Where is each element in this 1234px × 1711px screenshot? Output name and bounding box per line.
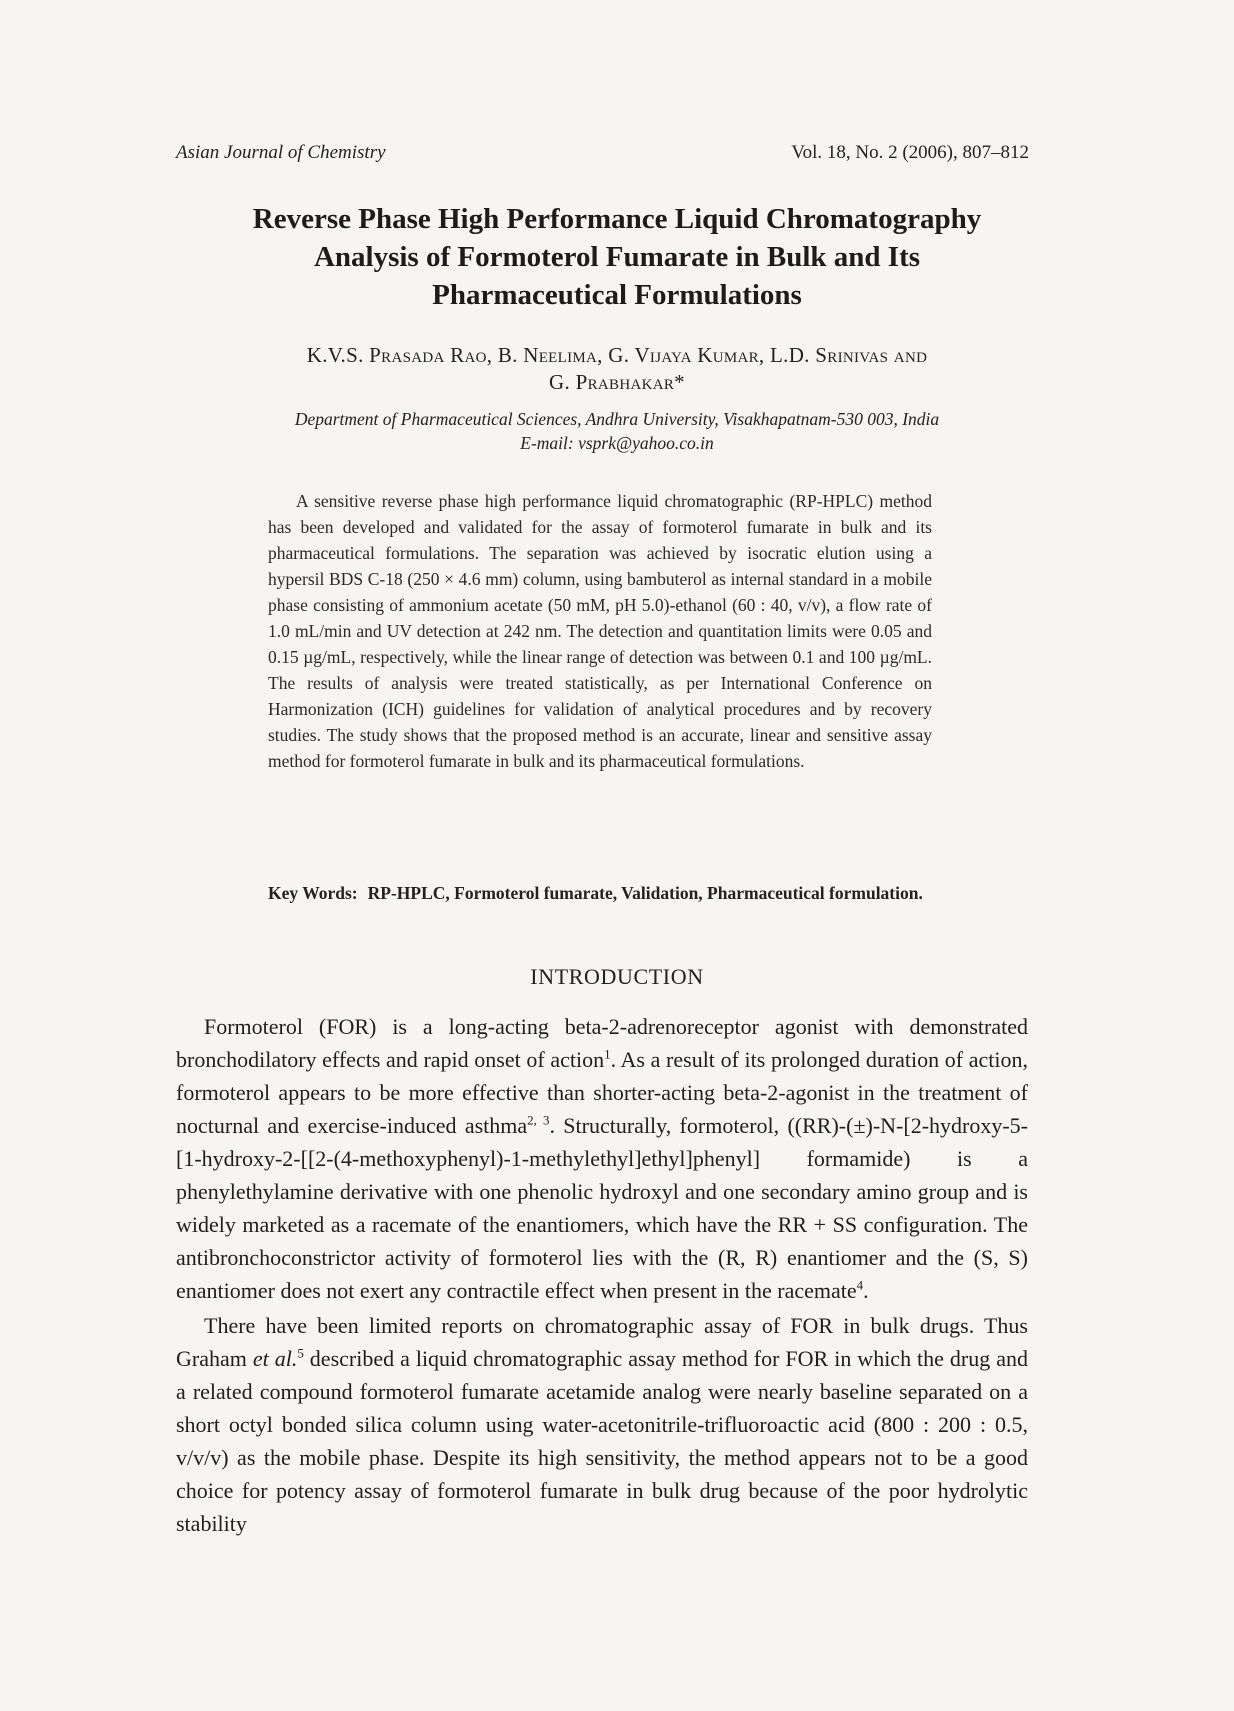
text-run: .	[863, 1278, 869, 1303]
keywords-label: Key Words:	[268, 883, 358, 903]
title-line: Reverse Phase High Performance Liquid Chromatography	[252, 203, 982, 235]
title-line: Pharmaceutical Formulations	[432, 279, 802, 311]
introduction-body	[176, 1010, 1028, 1540]
paragraph	[176, 1309, 1028, 1540]
citation: 4	[856, 1277, 864, 1293]
text-run: Formoterol (FOR) is a long-acting beta-2-adrenoreceptor agonist with demonstrated bronchodilatory effects and rapid onset of action	[176, 1014, 1028, 1072]
journal-name: Asian Journal of Chemistry	[176, 142, 386, 163]
email: E-mail: vsprk@yahoo.co.in	[520, 433, 714, 453]
title-line: Analysis of Formoterol Fumarate in Bulk and Its	[313, 241, 921, 273]
citation: 5	[297, 1345, 304, 1361]
affiliation	[150, 407, 1084, 455]
text-run: described a liquid chromatographic assay method for FOR in which the drug and a related compound formoterol fumarate acetamide analog were nearly baseline separated on a short octyl bonded silica column using water-acetonitrile-trifluoroactic acid (800 : 200 : 0.5, v/v/v) as the mobile phase. Despite its high sensitivity, the method appears not to be a good choice for potency assay of formoterol fumarate in bulk drug because of the poor hydrolytic stability	[176, 1346, 1028, 1536]
text-run-italic: et al.	[252, 1346, 298, 1371]
citation: 1	[604, 1046, 611, 1062]
volume-info: Vol. 18, No. 2 (2006), 807–812	[791, 142, 1029, 163]
keywords-text: RP-HPLC, Formoterol fumarate, Validation, Pharmaceutical formulation.	[367, 883, 923, 903]
keywords	[268, 880, 932, 906]
author-line: G. Prabhakar*	[549, 370, 685, 394]
author-list	[120, 342, 1114, 396]
author-line: K.V.S. Prasada Rao, B. Neelima, G. Vijaya Kumar, L.D. Srinivas and	[306, 343, 928, 367]
citation: 2, 3	[527, 1112, 550, 1128]
abstract: A sensitive reverse phase high performance liquid chromatographic (RP-HPLC) method has been developed and validated for the assay of formoterol fumarate in bulk and its pharmaceutical formulations. The separation was achieved by isocratic elution using a hypersil BDS C-18 (250 × 4.6 mm) column, using bambuterol as internal standard in a mobile phase consisting of ammonium acetate (50 mM, pH 5.0)-ethanol (60 : 40, v/v), a flow rate of 1.0 mL/min and UV detection at 242 nm. The detection and quantitation limits were 0.05 and 0.15 µg/mL, respectively, while the linear range of detection was between 0.1 and 100 µg/mL. The results of analysis were treated statistically, as per International Conference on Harmonization (ICH) guidelines for validation of analytical procedures and by recovery studies. The study shows that the proposed method is an accurate, linear and sensitive assay method for formoterol fumarate in bulk and its pharmaceutical formulations.	[268, 491, 932, 771]
running-header	[176, 142, 1029, 168]
text-run: There have been limited reports on chromatographic assay of FOR in bulk drugs. Thus Graham	[176, 1313, 1028, 1371]
article-title	[120, 200, 1114, 314]
text-run: . As a result of its prolonged duration of action, formoterol appears to be more effective than shorter-acting beta-2-agonist in the treatment of nocturnal and exercise-induced asthma	[176, 1047, 1029, 1138]
section-heading: INTRODUCTION	[530, 964, 704, 989]
paragraph	[176, 1010, 1028, 1307]
department: Department of Pharmaceutical Sciences, Andhra University, Visakhapatnam-530 003, India	[294, 409, 940, 429]
text-run: . Structurally, formoterol, ((RR)-(±)-N-[2-hydroxy-5-[1-hydroxy-2-[[2-(4-methoxyphenyl)-1-methylethyl]ethyl]phenyl] formamide) is a phenylethylamine derivative with one phenolic hydroxyl and one secondary amino group and is widely marketed as a racemate of the enantiomers, which have the RR + SS configuration. The antibronchoconstrictor activity of formoterol lies with the (R, R) enantiomer and the (S, S) enantiomer does not exert any contractile effect when present in the racemate	[176, 1113, 1029, 1303]
